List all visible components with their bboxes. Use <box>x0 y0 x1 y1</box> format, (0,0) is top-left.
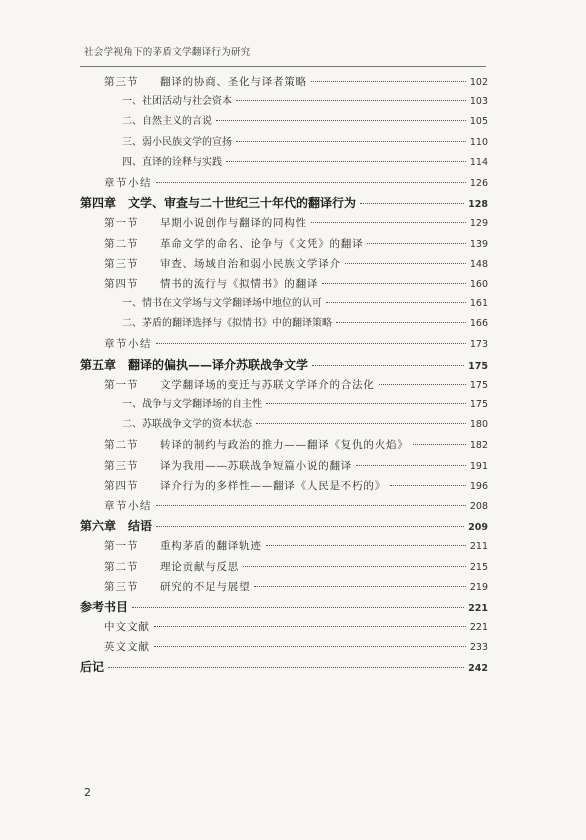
toc-entry-title: 早期小说创作与翻译的同构性 <box>160 217 307 230</box>
toc-entry-label <box>80 153 222 173</box>
toc-entry-label <box>80 657 104 677</box>
toc-entry-summary[interactable] <box>80 496 488 516</box>
toc-entry-title: 四、直译的诠释与实践 <box>122 156 222 168</box>
toc-dot-leader <box>132 607 464 608</box>
toc-entry-sub[interactable] <box>80 617 488 637</box>
toc-entry-number: 第一节 <box>104 217 139 230</box>
toc-entry-label <box>80 496 152 516</box>
toc-entry-page: 208 <box>469 500 488 512</box>
toc-entry-title: 后记 <box>80 660 105 675</box>
toc-entry-page: 196 <box>469 480 488 492</box>
toc-entry-chapter[interactable] <box>80 516 488 536</box>
toc-entry-page: 139 <box>469 238 488 250</box>
toc-entry-title: 文学、审查与二十世纪三十年代的翻译行为 <box>128 196 357 211</box>
table-of-contents <box>80 72 488 678</box>
toc-dot-leader <box>254 586 465 587</box>
toc-entry-number: 第六章 <box>80 519 117 534</box>
toc-dot-leader <box>236 100 466 101</box>
toc-entry-label <box>80 213 307 233</box>
toc-dot-leader <box>312 365 464 366</box>
toc-entry-page: 114 <box>469 156 488 168</box>
toc-entry-page: 175 <box>469 399 488 410</box>
toc-entry-label <box>80 557 239 577</box>
toc-entry-section[interactable] <box>80 274 488 294</box>
toc-entry-number: 第四节 <box>104 479 139 492</box>
toc-entry-title: 译为我用——苏联战争短篇小说的翻译 <box>160 459 353 472</box>
toc-entry-page: 233 <box>469 642 488 654</box>
toc-entry-label <box>80 617 150 637</box>
toc-entry-label <box>80 112 212 132</box>
toc-entry-page: 221 <box>468 602 488 614</box>
toc-entry-section[interactable] <box>80 456 488 476</box>
toc-entry-summary[interactable] <box>80 334 488 354</box>
toc-dot-leader <box>156 343 466 344</box>
toc-entry-number: 第二节 <box>104 439 139 452</box>
toc-dot-leader <box>379 384 466 385</box>
toc-entry-page: 191 <box>469 460 488 472</box>
toc-entry-page: 166 <box>469 318 488 330</box>
toc-entry-page: 211 <box>469 541 488 553</box>
toc-dot-leader <box>322 283 466 284</box>
toc-entry-title: 章节小结 <box>104 176 152 189</box>
toc-entry-page: 242 <box>468 663 488 675</box>
toc-dot-leader <box>154 626 466 627</box>
toc-entry-label <box>80 637 150 657</box>
toc-entry-label <box>80 476 386 496</box>
toc-entry-title: 文学翻译场的变迁与苏联文学译介的合法化 <box>160 378 375 391</box>
toc-dot-leader <box>367 243 465 244</box>
toc-entry-page: 221 <box>469 622 488 634</box>
toc-entry-summary[interactable] <box>80 173 488 193</box>
toc-entry-section[interactable] <box>80 476 488 496</box>
toc-entry-label <box>80 577 250 597</box>
toc-entry-page: 219 <box>469 581 488 593</box>
toc-entry-page: 173 <box>469 339 488 351</box>
toc-entry-section[interactable] <box>80 536 488 556</box>
toc-entry-title: 译介行为的多样性——翻译《人民是不朽的》 <box>160 479 386 492</box>
toc-entry-sub[interactable] <box>80 637 488 657</box>
toc-entry-number: 第一节 <box>104 378 139 391</box>
toc-entry-page: 161 <box>469 298 488 310</box>
toc-entry-page: 128 <box>468 199 488 211</box>
toc-entry-title: 转译的制约与政治的推力——翻译《复仇的火焰》 <box>160 439 409 452</box>
toc-dot-leader <box>326 302 466 303</box>
toc-dot-leader <box>413 444 466 445</box>
toc-entry-page: 215 <box>469 561 488 573</box>
toc-entry-title: 革命文学的命名、论争与《文凭》的翻译 <box>160 237 364 250</box>
toc-entry-number: 第二节 <box>104 237 139 250</box>
toc-dot-leader <box>156 505 466 506</box>
toc-entry-section[interactable] <box>80 234 488 254</box>
toc-entry-number: 第一节 <box>104 540 139 553</box>
toc-entry-title: 一、情书在文学场与文学翻译场中地位的认可 <box>122 298 322 310</box>
toc-entry-page: 103 <box>469 96 488 108</box>
page-number: 2 <box>84 786 91 799</box>
toc-entry-label <box>80 415 252 435</box>
toc-dot-leader <box>356 465 466 466</box>
toc-entry-section[interactable] <box>80 72 488 92</box>
toc-entry-title: 研究的不足与展望 <box>160 580 251 593</box>
toc-entry-page: 182 <box>469 440 488 452</box>
toc-entry-section[interactable] <box>80 213 488 233</box>
toc-entry-page: 126 <box>469 177 488 189</box>
toc-entry-item[interactable] <box>80 153 488 173</box>
toc-entry-label <box>80 294 322 314</box>
toc-dot-leader <box>108 667 464 668</box>
toc-entry-page: 175 <box>468 360 488 372</box>
toc-entry-label <box>80 92 232 112</box>
toc-entry-title: 一、战争与文学翻译场的自主性 <box>122 399 262 410</box>
toc-dot-leader <box>345 263 466 264</box>
toc-entry-item[interactable] <box>80 415 488 435</box>
toc-dot-leader <box>336 322 466 323</box>
toc-entry-page: 110 <box>469 136 488 148</box>
toc-dot-leader <box>154 646 466 647</box>
toc-entry-section[interactable] <box>80 577 488 597</box>
toc-entry-section[interactable] <box>80 375 488 395</box>
toc-entry-label <box>80 314 332 334</box>
toc-dot-leader <box>266 545 466 546</box>
toc-entry-page: 160 <box>469 278 488 290</box>
toc-entry-label <box>80 254 341 274</box>
toc-entry-item[interactable] <box>80 294 488 314</box>
toc-entry-chapter[interactable] <box>80 355 488 375</box>
toc-entry-title: 翻译的协商、圣化与译者策略 <box>160 76 307 88</box>
running-header: 社会学视角下的茅盾文学翻译行为研究 <box>84 47 251 58</box>
toc-entry-page: 148 <box>469 258 488 270</box>
toc-dot-leader <box>390 485 466 486</box>
toc-dot-leader <box>156 526 464 527</box>
toc-entry-section[interactable] <box>80 557 488 577</box>
toc-entry-title: 重构茅盾的翻译轨迹 <box>160 540 262 553</box>
toc-entry-number: 第二节 <box>104 560 139 573</box>
toc-entry-page: 180 <box>469 419 488 431</box>
toc-entry-title: 二、苏联战争文学的资本状态 <box>122 419 252 431</box>
toc-entry-number: 第五章 <box>80 357 117 372</box>
toc-entry-item[interactable] <box>80 112 488 132</box>
toc-entry-label <box>80 395 262 415</box>
toc-entry-label <box>80 334 152 354</box>
toc-dot-leader <box>236 141 466 142</box>
toc-entry-title: 中文文献 <box>104 621 150 634</box>
toc-entry-chapter[interactable] <box>80 657 488 677</box>
toc-entry-label <box>80 516 152 536</box>
toc-dot-leader <box>256 423 466 424</box>
toc-entry-title: 审查、场域自治和弱小民族文学译介 <box>160 257 341 270</box>
toc-dot-leader <box>243 566 466 567</box>
toc-entry-page: 209 <box>468 522 488 534</box>
toc-entry-label <box>80 456 352 476</box>
toc-entry-number: 第四章 <box>80 196 117 211</box>
toc-entry-chapter[interactable] <box>80 597 488 617</box>
toc-entry-chapter[interactable] <box>80 193 488 213</box>
toc-entry-title: 章节小结 <box>104 338 152 351</box>
toc-entry-title: 二、茅盾的翻译选择与《拟情书》中的翻译策略 <box>122 318 332 330</box>
toc-entry-item[interactable] <box>80 92 488 112</box>
toc-entry-label <box>80 597 128 617</box>
toc-entry-page: 129 <box>469 218 488 230</box>
toc-entry-section[interactable] <box>80 254 488 274</box>
toc-dot-leader <box>266 403 466 404</box>
toc-entry-title: 二、自然主义的言说 <box>122 116 212 128</box>
toc-entry-number: 第四节 <box>104 277 139 290</box>
header-rule <box>80 66 486 67</box>
toc-entry-page: 105 <box>469 116 488 128</box>
toc-dot-leader <box>311 81 466 82</box>
toc-entry-item[interactable] <box>80 314 488 334</box>
toc-dot-leader <box>156 182 466 183</box>
toc-entry-label <box>80 133 232 153</box>
toc-entry-title: 章节小结 <box>104 499 152 512</box>
toc-entry-label <box>80 234 363 254</box>
toc-entry-label <box>80 375 375 395</box>
toc-entry-label <box>80 355 308 375</box>
toc-entry-label <box>80 536 262 556</box>
toc-entry-title: 结语 <box>128 519 153 534</box>
toc-entry-label <box>80 435 409 455</box>
toc-entry-label <box>80 72 307 92</box>
toc-entry-number: 第三节 <box>104 257 139 270</box>
toc-dot-leader <box>360 203 464 204</box>
toc-entry-label <box>80 193 356 213</box>
toc-entry-page: 175 <box>469 379 488 391</box>
toc-entry-title: 翻译的偏执——译介苏联战争文学 <box>128 357 309 372</box>
toc-dot-leader <box>216 120 466 121</box>
toc-entry-title: 三、弱小民族文学的宣扬 <box>122 136 232 148</box>
toc-entry-section[interactable] <box>80 435 488 455</box>
toc-dot-leader <box>311 222 466 223</box>
toc-entry-page: 102 <box>469 77 488 88</box>
toc-entry-label <box>80 274 318 294</box>
toc-entry-item[interactable] <box>80 395 488 415</box>
toc-entry-label <box>80 173 152 193</box>
toc-entry-title: 情书的流行与《拟情书》的翻译 <box>160 277 319 290</box>
toc-entry-title: 英文文献 <box>104 641 150 654</box>
toc-entry-title: 理论贡献与反思 <box>160 560 240 573</box>
toc-dot-leader <box>226 161 466 162</box>
toc-entry-title: 一、社团活动与社会资本 <box>122 96 232 108</box>
toc-entry-item[interactable] <box>80 133 488 153</box>
toc-entry-number: 第三节 <box>104 76 139 88</box>
toc-entry-number: 第三节 <box>104 580 139 593</box>
toc-entry-title: 参考书目 <box>80 599 129 614</box>
toc-entry-number: 第三节 <box>104 459 139 472</box>
